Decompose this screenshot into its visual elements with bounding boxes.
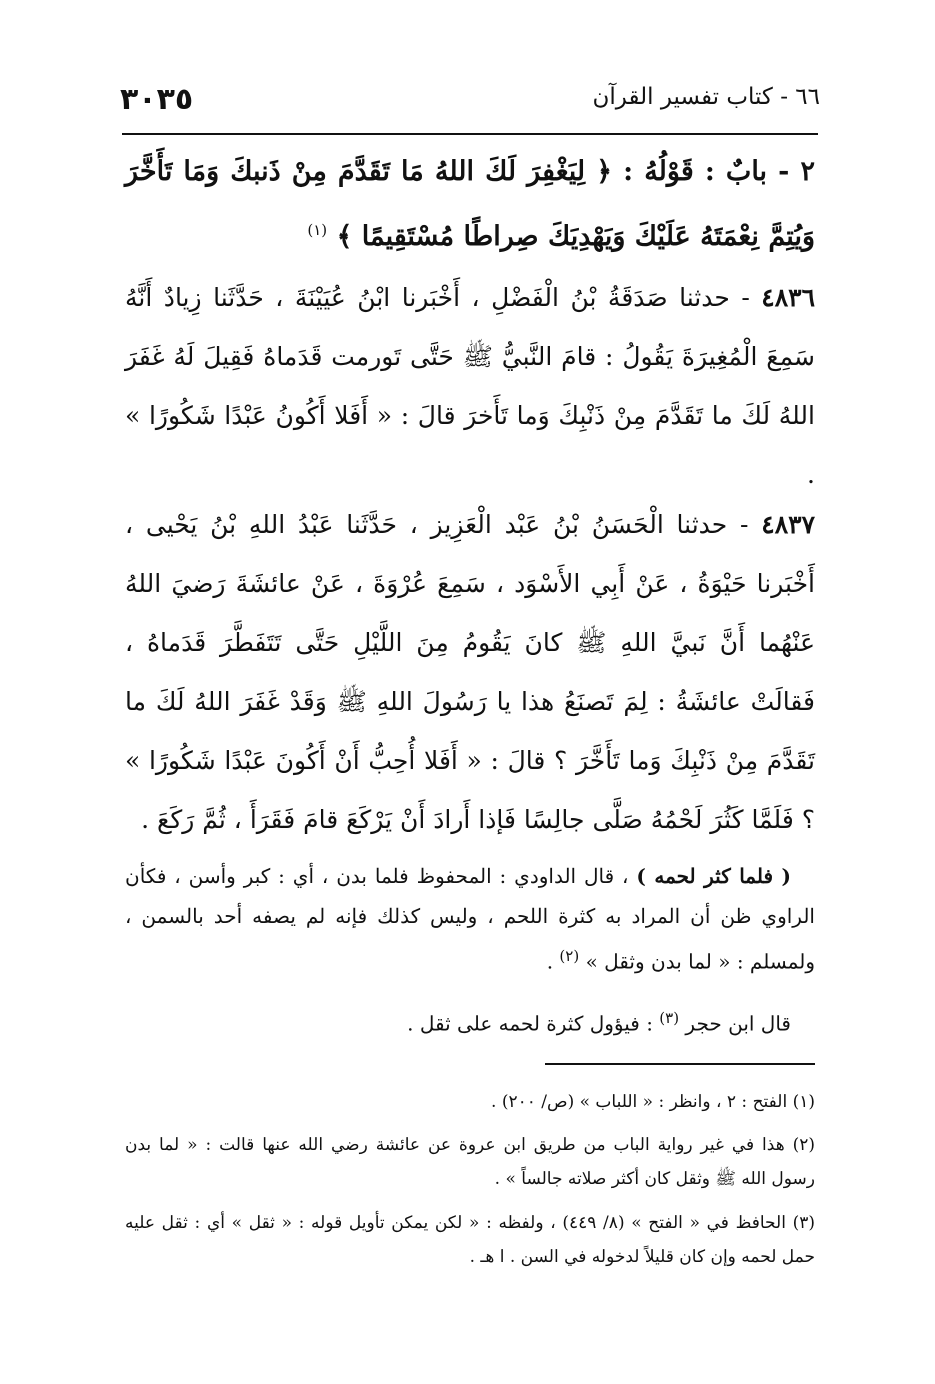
commentary-paragraph [125, 856, 815, 982]
footnote-3: (٣) الحافظ في « الفتح » (٨/ ٤٤٩) ، ولفظه : « لكن يمكن تأويل قوله : « ثقل » أي : ثقل عليه حمل لحمه وإن كان قليلاً لدخوله في السن . ا هـ . [125, 1213, 815, 1267]
commentary-text: قال ابن حجر [679, 1011, 791, 1036]
hadith-number: ٤٨٣٦ [761, 283, 815, 312]
hadith-text: - حدثنا صَدَقَةُ بْنُ الْفَضْلِ ، أَخْبَرنا ابْنُ عُيَيْنَةَ ، حَدَّثَنا زِيادٌ أَنَّهُ سَمِعَ الْمُغِيرَةَ يَقُولُ : قامَ النَّبيُّ ﷺ حَتَّى تَورمت قَدَماهُ فَقِيلَ لَهُ غَفَرَ اللهُ لَكَ ما تَقَدَّمَ مِنْ ذَنْبِكَ وَما تَأَخرَ قالَ : « أَفَلا أَكُونُ عَبْدًا شَكُورًا » . [125, 283, 815, 489]
hadith-4837 [125, 495, 815, 849]
footnote-ref-3: (٣) [659, 1009, 680, 1027]
chapter-heading [125, 143, 815, 266]
footnote-ref-2: (٢) [559, 947, 580, 965]
book-title: ٦٦ - كتاب تفسير القرآن [592, 84, 820, 110]
footnote-1: (١) الفتح : ٢ ، وانظر : « اللباب » (ص/ ٢٠٠) . [491, 1092, 815, 1112]
footnote-divider [545, 1063, 815, 1065]
commentary-end: . [546, 949, 560, 974]
commentary-lead: ( فلما كثر لحمه ) [636, 864, 791, 888]
hadith-number: ٤٨٣٧ [761, 510, 815, 539]
commentary-paragraph [125, 998, 815, 1044]
page-header [120, 82, 820, 122]
hadith-text: - حدثنا الْحَسَنُ بْنُ عَبْد الْعَزِيز ، حَدَّثَنا عَبْدُ اللهِ بْنُ يَحْيى ، أَخْبَرنا حَيْوَةُ ، عَنْ أَبِي الأَسْوَد ، سَمِعَ عُرْوَةَ ، عَنْ عائشَةَ رَضيَ اللهُ عَنْهُما أَنَّ نَبيَّ اللهِ ﷺ كانَ يَقُومُ مِنَ اللَّيْلِ حَتَّى تَتَفَطَّرَ قَدَماهُ ، فَقالَتْ عائشَةُ : لِمَ تَصنَعُ هذا يا رَسُولَ اللهِ ﷺ وَقَدْ غَفَرَ اللهُ لَكَ ما تَقَدَّمَ مِنْ ذَنْبِكَ وَما تَأَخَّرَ ؟ قالَ : « أَفَلا أُحِبُّ أَنْ أَكُونَ عَبْدًا شَكُورًا » ؟ فَلَمَّا كَثُرَ لَحْمُهُ صَلَّى جالِسًا فَإذا أَرادَ أَنْ يَرْكَعَ قامَ فَقَرَأَ ، ثُمَّ رَكَعَ . [125, 510, 815, 834]
commentary-end: : فيؤول كثرة لحمه على ثقل . [407, 1011, 660, 1036]
chapter-heading-text: ٢ - بابٌ : قَوْلُهُ : ﴿ لِيَغْفِرَ لَكَ اللهُ مَا تَقَدَّمَ مِنْ ذَنبكَ وَمَا تَأَخَّرَ وَيُتِمَّ نِعْمَتَهُ عَلَيْكَ وَيَهْدِيَكَ صِراطًا مُسْتَقِيمًا ﴾ [125, 156, 815, 252]
commentary-text: ، قال الداودي : المحفوظ فلما بدن ، أي : كبر وأسن ، فكأن الراوي ظن أن المراد به كثرة اللحم ، وليس كذلك فإنه لم يصفه أحد بالسمن ، ولمسلم : « لما بدن وثقل » [125, 864, 815, 974]
footnote-ref-1: (١) [307, 221, 328, 239]
header-divider [122, 133, 818, 135]
footnote-2: (٢) هذا في غير رواية الباب من طريق ابن عروة عن عائشة رضي الله عنها قالت : « لما بدن رسول الله ﷺ وثقل كان أكثر صلاته جالساً » . [125, 1135, 815, 1189]
page-number: ٣٠٣٥ [120, 82, 194, 117]
hadith-4836 [125, 268, 815, 504]
